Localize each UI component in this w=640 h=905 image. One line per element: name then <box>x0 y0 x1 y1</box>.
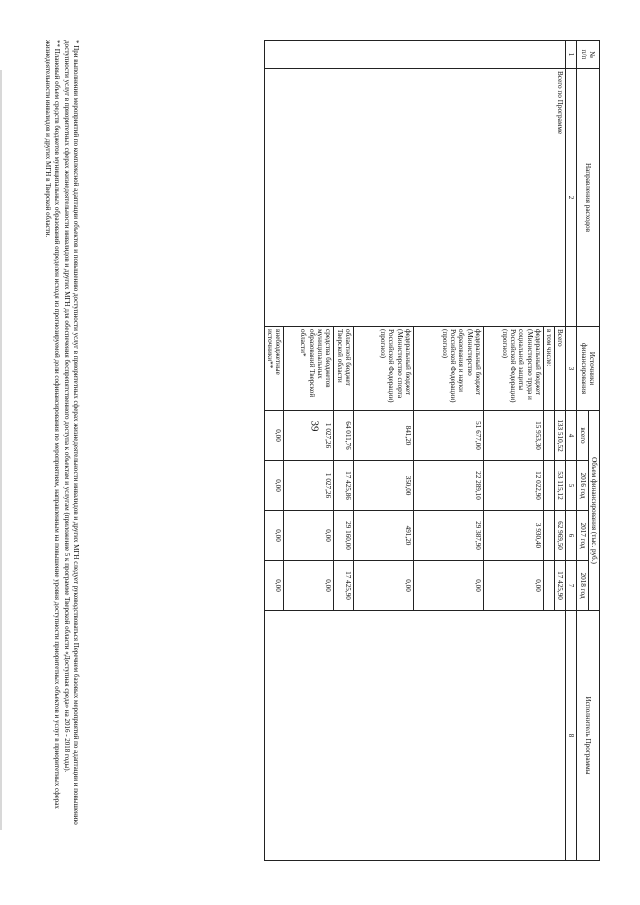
y2017-cell <box>543 511 554 561</box>
row-number <box>264 41 566 69</box>
y2018-cell: 0,00 <box>284 561 334 611</box>
rotated-content <box>30 40 600 860</box>
y2017-cell: 3 930,40 <box>483 511 543 561</box>
total-cell: 64 011,76 <box>334 411 354 461</box>
executor-cell <box>264 611 566 861</box>
total-cell: 133 510,52 <box>555 411 566 461</box>
source-cell: федеральный бюджет (Министерство труда и социальной защиты Российской Федерации) (прогноз) <box>483 327 543 411</box>
col-number: 6 <box>566 511 577 561</box>
col-number: 2 <box>566 69 577 327</box>
total-cell: 15 953,30 <box>483 411 543 461</box>
y2017-cell: 29 387,90 <box>413 511 483 561</box>
source-cell: Всего <box>555 327 566 411</box>
y2016-cell <box>543 461 554 511</box>
source-cell: в том числе: <box>543 327 554 411</box>
y2017-cell: 0,00 <box>264 511 284 561</box>
y2018-cell: 0,00 <box>413 561 483 611</box>
page-number: 39 <box>308 420 321 432</box>
y2016-cell: 22 289,10 <box>413 461 483 511</box>
y2017-cell: 0,00 <box>284 511 334 561</box>
source-cell: внебюджетные источники** <box>264 327 284 411</box>
source-cell: федеральный бюджет (Министерство спорта Российской Федерации) (прогноз) <box>353 327 413 411</box>
header-2017: 2017 год <box>577 511 588 561</box>
y2016-cell: 53 115,12 <box>555 461 566 511</box>
col-number: 7 <box>566 561 577 611</box>
total-cell: 1 027,26 <box>284 411 334 461</box>
total-cell: 0,00 <box>264 411 284 461</box>
source-cell: федеральный бюджет (Министерство образования и науки Российской Федерации) (прогноз) <box>413 327 483 411</box>
footnotes <box>42 40 80 860</box>
col-number: 1 <box>566 41 577 69</box>
header-2018: 2018 год <box>577 561 588 611</box>
total-cell: 51 677,00 <box>413 411 483 461</box>
col-number: 5 <box>566 461 577 511</box>
y2018-cell <box>543 561 554 611</box>
y2018-cell: 0,00 <box>353 561 413 611</box>
y2017-cell: 62 969,50 <box>555 511 566 561</box>
y2016-cell: 1 027,26 <box>284 461 334 511</box>
table-row <box>555 41 566 861</box>
y2016-cell: 12 022,90 <box>483 461 543 511</box>
y2017-cell: 29 160,00 <box>334 511 354 561</box>
y2018-cell: 17 425,90 <box>334 561 354 611</box>
col-number: 3 <box>566 327 577 411</box>
financing-table <box>264 40 600 861</box>
col-number: 4 <box>566 411 577 461</box>
col-number: 8 <box>566 611 577 861</box>
footnote-1: * При выполнении мероприятий по комплексной адаптации объектов и повышению доступности услуг в приоритетных сферах жизнедеятельности инвалидов и других МГН следует руководствоваться Перечнем базовых мероприятий по адаптации и повышению доступности услуг в приоритетных сферах жизнедеятельности инвалидов и других МГН для обеспечения беспрепятственного доступа к объектам и услугам (приложение 5 к программе Тверской области «Доступная среда» на 2016 - 2018 годы). <box>62 40 80 825</box>
header-num: № п/п <box>577 41 600 69</box>
source-cell: областной бюджет Тверской области <box>334 327 354 411</box>
y2016-cell: 0,00 <box>264 461 284 511</box>
y2017-cell: 491,20 <box>353 511 413 561</box>
y2016-cell: 350,00 <box>353 461 413 511</box>
total-cell: 841,20 <box>353 411 413 461</box>
header-2016: 2016 год <box>577 461 588 511</box>
y2018-cell: 0,00 <box>264 561 284 611</box>
footnote-2: ** Плановый объем средств бюджетов муниципальных образований определен исходя из прогнозируемой доли софинансирования по мероприятиям, направленным на повышение уровня доступности приоритетных объектов и услуг в приоритетных сферах жизнедеятельности инвалидов и других МГН в Тверской области. <box>43 40 62 809</box>
source-cell: средства бюджетов муниципальных образований Тверской области* <box>284 327 334 411</box>
header-total: всего <box>577 411 588 461</box>
row-direction: Всего по Программе <box>264 69 566 327</box>
header-direction: Направления расходов <box>577 69 600 327</box>
y2018-cell: 0,00 <box>483 561 543 611</box>
header-volume: Объем финансирования (тыс. руб.) <box>588 411 599 611</box>
y2016-cell: 17 425,86 <box>334 461 354 511</box>
y2018-cell: 17 425,90 <box>555 561 566 611</box>
header-executor: Исполнитель Программы <box>577 611 600 861</box>
header-source: Источники финансирования <box>577 327 600 411</box>
total-cell <box>543 411 554 461</box>
scan-edge <box>0 70 2 830</box>
